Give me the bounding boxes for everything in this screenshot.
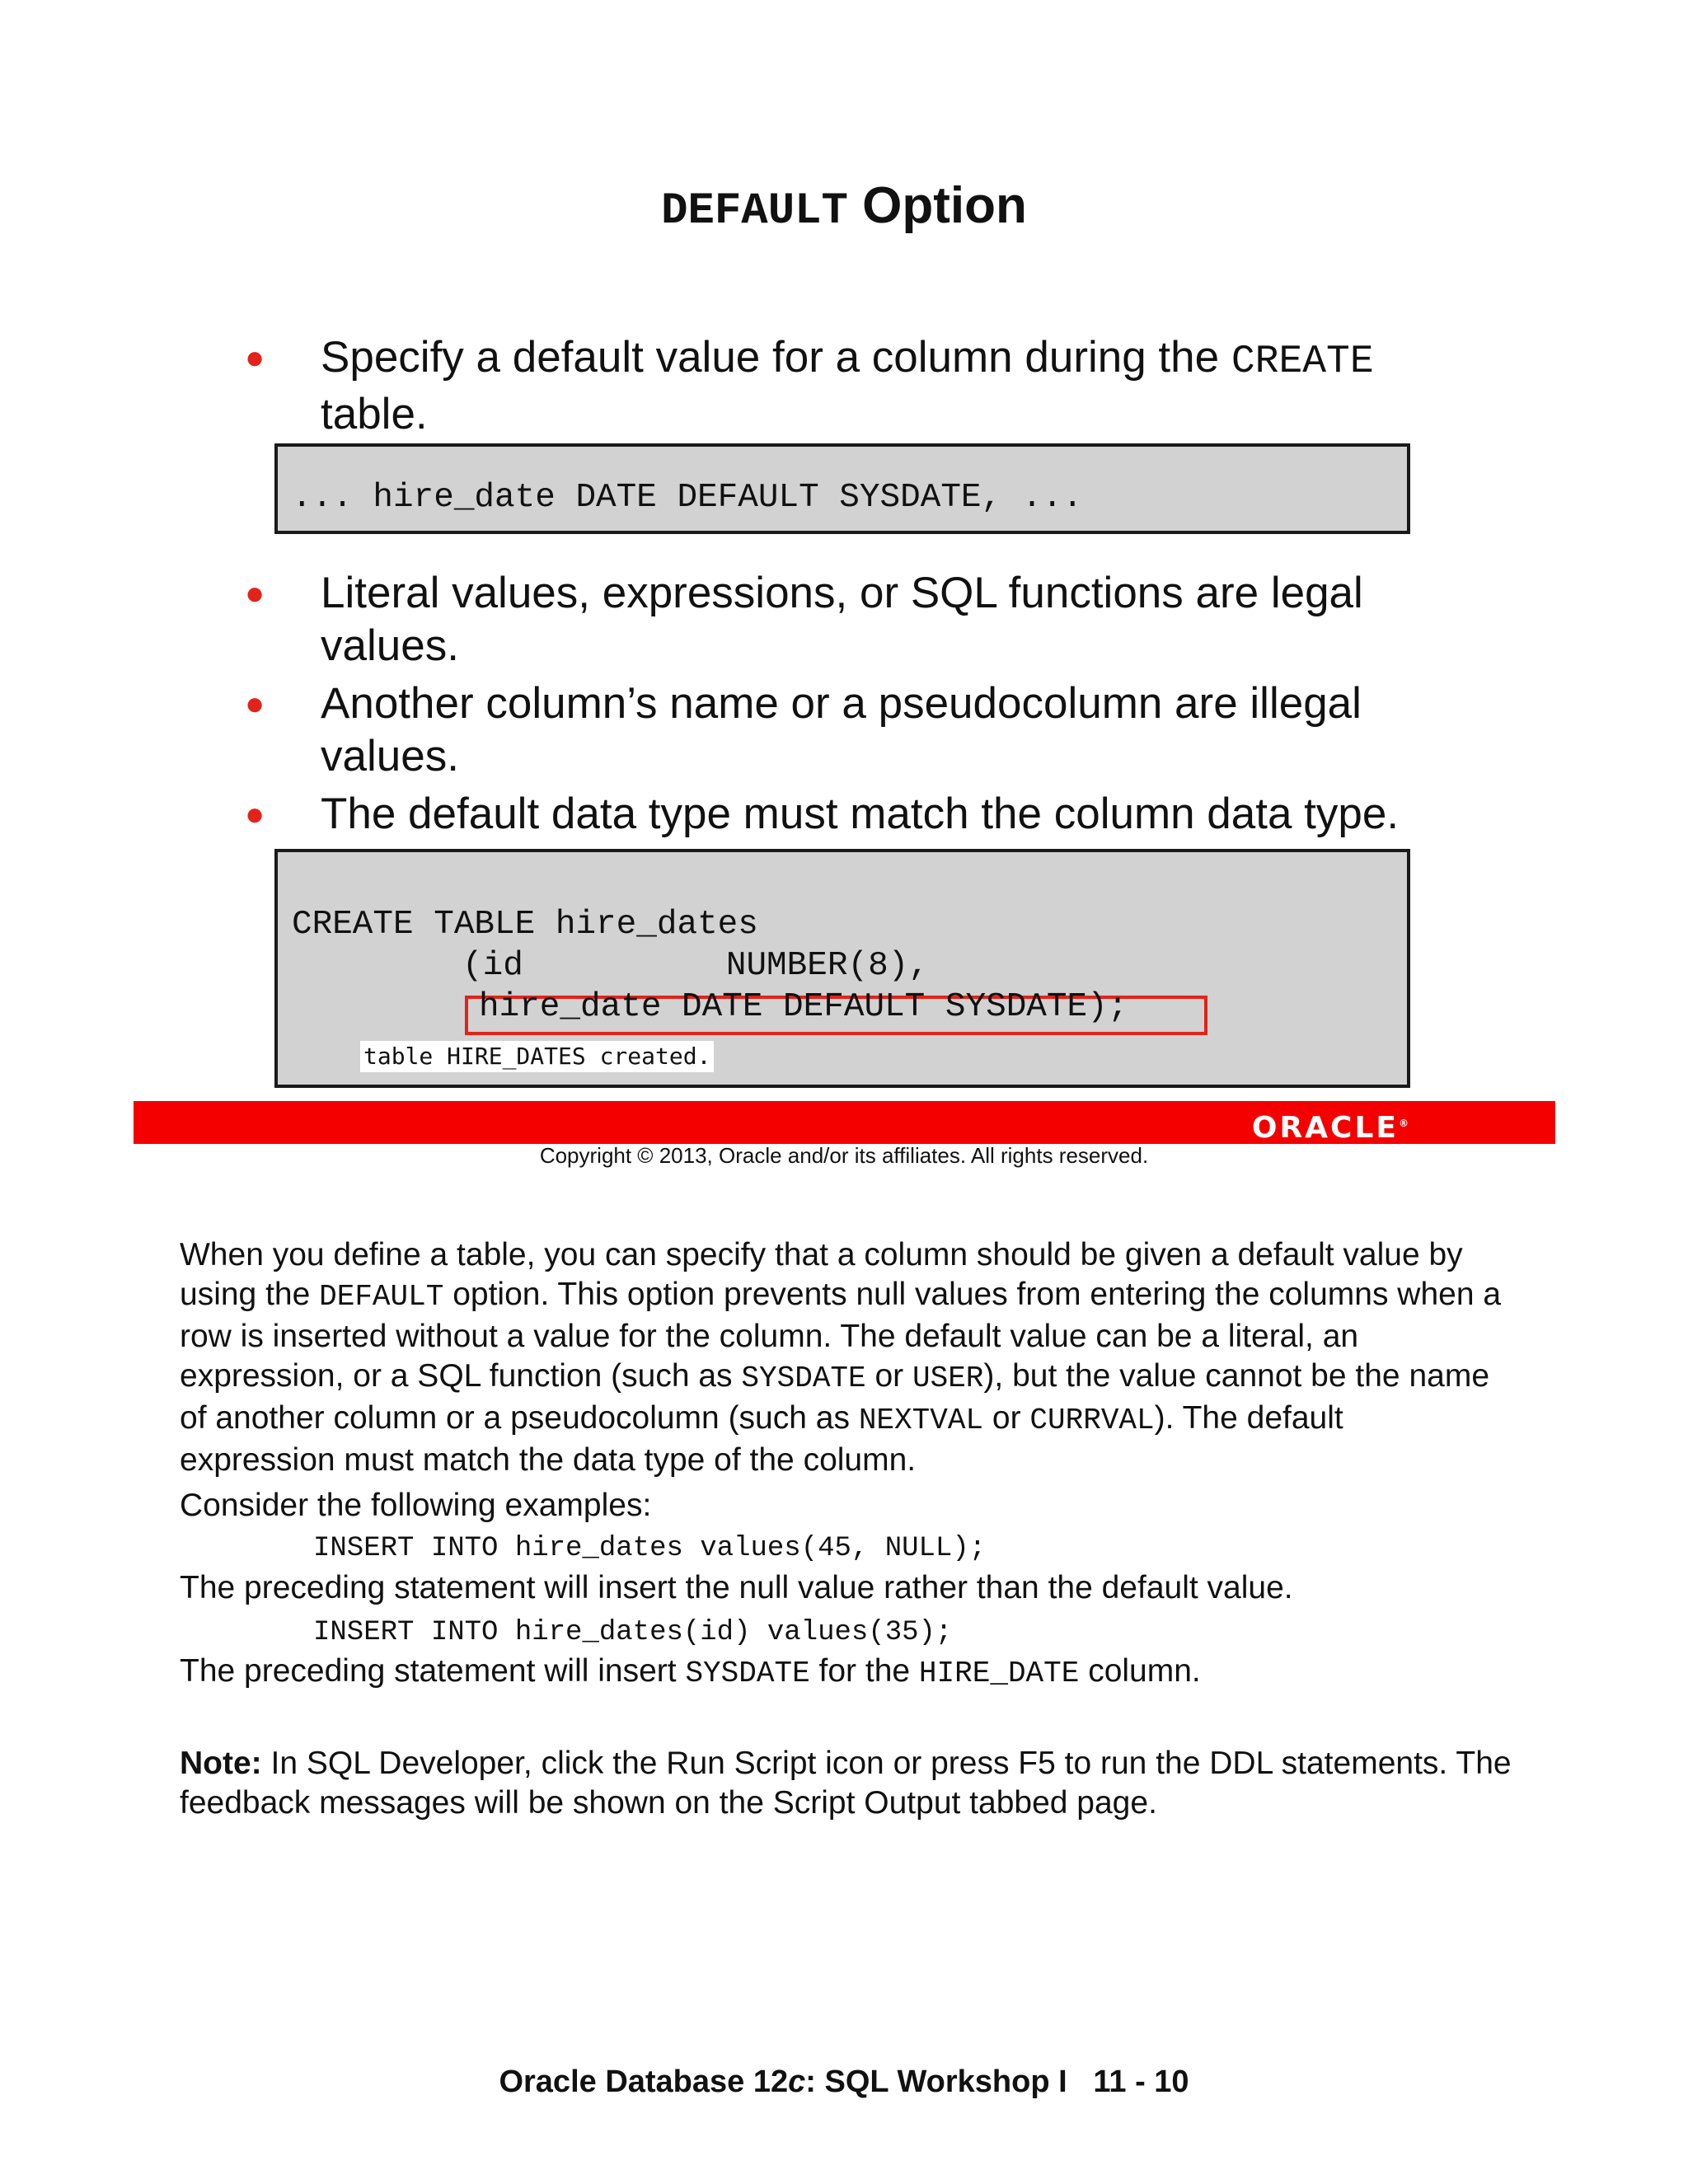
inline-code: CREATE <box>1231 340 1374 384</box>
bullet-3 <box>245 677 1440 785</box>
code-line: ... hire_date DATE DEFAULT SYSDATE, ... <box>292 479 1083 517</box>
bullet-dot: ● <box>245 575 265 612</box>
note-label: Note: <box>180 1746 262 1781</box>
bullet-1 <box>245 331 1440 438</box>
note-paragraph: Note: In SQL Developer, click the Run Script icon or press F5 to run the DDL statements. The feedback messages will be shown on the Script Output tabbed page. <box>180 1746 1512 1821</box>
inline-code: HIRE_DATE <box>918 1657 1080 1690</box>
bullet-dot: ● <box>245 686 265 722</box>
brand-bar <box>134 1101 1555 1144</box>
inline-code: SYSDATE <box>685 1657 810 1690</box>
code-line: CREATE TABLE hire_dates <box>292 906 758 944</box>
code-box-default-clause <box>274 443 1410 534</box>
bullet-2-text: Literal values, expressions, or SQL functions are legal values. <box>321 569 1363 670</box>
code-box-create-table <box>274 849 1410 1088</box>
oracle-logo: ORACLE® <box>1251 1111 1409 1145</box>
notes-paragraph: When you define a table, you can specify that a column should be given a default value by using the DEFAULT option. This option prevents null values from entering the columns when a row is inserted without a value for the column. The default value can be a literal, an expression, or a SQL function (such as SYSDATE or USER), but the value cannot be the name of another column or a pseudocolumn (such as NEXTVAL or CURRVAL). The default expression must match the data type of the column. <box>180 1237 1502 1478</box>
code-line-highlighted: hire_date DATE DEFAULT SYSDATE); <box>479 988 1128 1026</box>
inline-code: USER <box>912 1361 984 1395</box>
bullet-2 <box>245 567 1440 674</box>
bullet-1-text: Specify a default value for a column during the CREATE table. <box>321 333 1374 438</box>
example-2-explanation: The preceding statement will insert SYSDATE for the HIRE_DATE column. <box>180 1653 1201 1690</box>
script-output-feedback: table HIRE_DATES created. <box>360 1041 714 1072</box>
bullet-4-text: The default data type must match the column data type. <box>321 790 1400 838</box>
inline-code: NEXTVAL <box>858 1404 984 1437</box>
inline-code: CURRVAL <box>1029 1404 1155 1437</box>
example-code-2: INSERT INTO hire_dates(id) values(35); <box>313 1617 953 1648</box>
page-footer: Oracle Database 12c: SQL Workshop I 11 - 10 <box>499 2064 1189 2099</box>
title-keyword: DEFAULT <box>661 186 848 237</box>
example-1-explanation: The preceding statement will insert the null value rather than the default value. <box>180 1570 1293 1605</box>
bullet-4 <box>245 788 1440 841</box>
bullet-dot: ● <box>245 340 265 376</box>
bullet-dot: ● <box>245 796 265 832</box>
inline-code: SYSDATE <box>741 1361 866 1395</box>
title-rest: Option <box>862 177 1027 234</box>
slide-title <box>0 173 1688 245</box>
code-line: (id NUMBER(8), <box>462 947 929 985</box>
notes-consider: Consider the following examples: <box>180 1488 652 1523</box>
example-code-1: INSERT INTO hire_dates values(45, NULL); <box>313 1533 987 1564</box>
bullet-3-text: Another column’s name or a pseudocolumn are illegal values. <box>321 679 1362 780</box>
inline-code: DEFAULT <box>319 1280 444 1314</box>
copyright-notice: Copyright © 2013, Oracle and/or its affiliates. All rights reserved. <box>539 1143 1149 1168</box>
